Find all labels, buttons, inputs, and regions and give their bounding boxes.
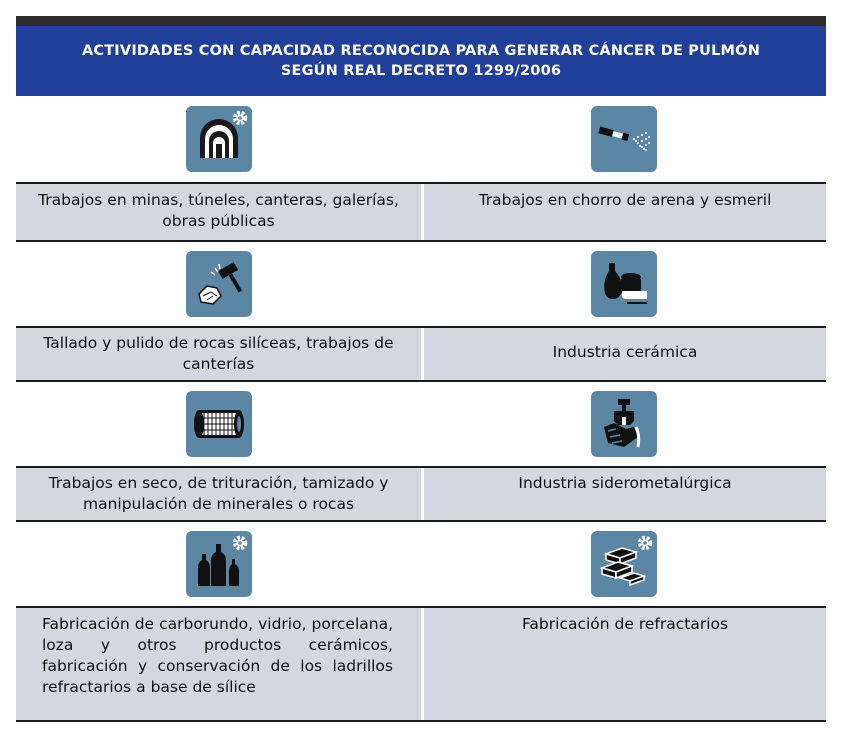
table-row (16, 96, 826, 242)
hammer-rock-icon (186, 251, 252, 317)
table-row (16, 382, 826, 522)
top-bar (16, 16, 826, 26)
header-line-1: ACTIVIDADES CON CAPACIDAD RECONOCIDA PARA GENERAR CÁNCER DE PULMÓN (81, 43, 761, 59)
tunnel-icon (186, 106, 252, 172)
bricks-icon (591, 531, 657, 597)
activity-text: Industria siderometalúrgica (421, 468, 826, 520)
activity-text: Industria cerámica (421, 328, 826, 380)
activity-text: Trabajos en chorro de arena y esmeril (421, 184, 826, 240)
ceramic-vase-icon (591, 251, 657, 317)
table-row (16, 242, 826, 382)
header-line-2: SEGÚN REAL DECRETO 1299/2006 (280, 63, 562, 79)
table-header (16, 26, 826, 96)
activity-text: Trabajos en seco, de trituración, tamizado y manipulación de minerales o rocas (16, 468, 421, 520)
bottles-icon (186, 531, 252, 597)
activity-text: Fabricación de refractarios (421, 608, 826, 720)
activity-text: Trabajos en minas, túneles, canteras, galerías, obras públicas (16, 184, 421, 240)
activity-text: Tallado y pulido de rocas silíceas, trabajos de canterías (16, 328, 421, 380)
ladle-icon (591, 391, 657, 457)
gear-icon (231, 109, 249, 127)
activities-table (16, 16, 826, 722)
activity-text: Fabricación de carborundo, vidrio, porcelana, loza y otros productos cerámicos, fabricación y conservación de los ladrillos refractarios a base de sílice (16, 608, 421, 720)
sieve-drum-icon (186, 391, 252, 457)
table-row (16, 522, 826, 722)
gear-icon (231, 534, 249, 552)
gear-icon (636, 534, 654, 552)
sandblast-icon (591, 106, 657, 172)
